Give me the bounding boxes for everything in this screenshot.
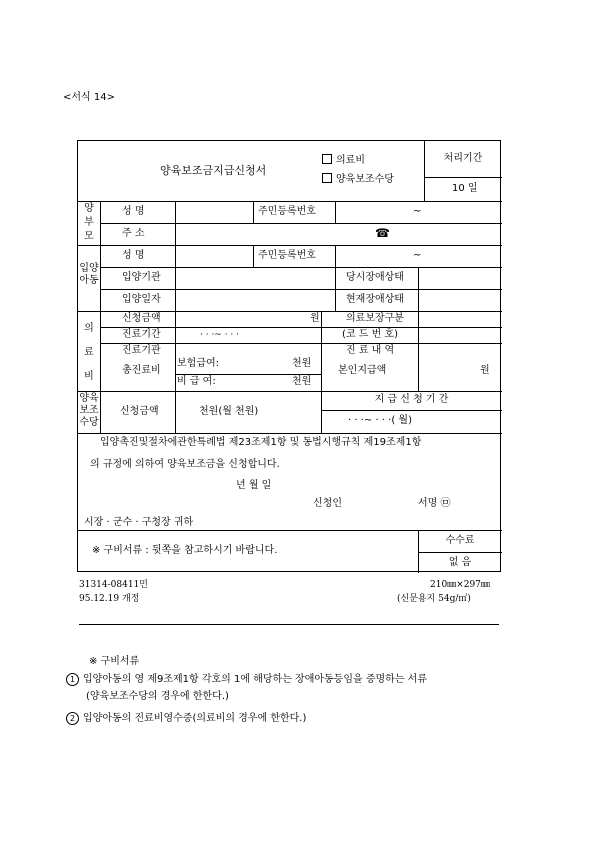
disability-now-label: 현재장애상태 <box>346 294 404 305</box>
option-medical[interactable] <box>322 154 365 167</box>
insurance-benefit-unit: 천원 <box>292 358 312 369</box>
allowance-group-label: 양육 보조 수당 <box>79 393 99 428</box>
treatment-period-label: 진료기간 <box>122 329 161 340</box>
date-line: 년 월 일 <box>236 480 272 491</box>
processing-label: 처리기간 <box>443 153 483 164</box>
back-item-1-cont: (양육보조수당의 경우에 한한다.) <box>86 691 229 702</box>
non-insured-unit: 천원 <box>292 376 312 387</box>
revision-date: 95.12.19 개정 <box>79 594 140 604</box>
fee-label: 수수료 <box>445 535 475 546</box>
child-rrn-separator: ~ <box>413 250 422 261</box>
option-medical-label: 의료비 <box>336 155 365 166</box>
parent-rrn-separator: ~ <box>413 206 422 217</box>
processing-value: 10 일 <box>452 183 478 194</box>
code-number-label: (코 드 번 호) <box>342 329 398 340</box>
parent-rrn-label: 주민등록번호 <box>258 206 316 217</box>
fee-value: 없 음 <box>448 557 472 568</box>
non-insured-label: 비 급 여: <box>177 376 216 387</box>
payment-period-label: 지 급 신 청 기 간 <box>374 394 449 405</box>
statement-line-2: 의 규정에 의하여 양육보조금을 신청합니다. <box>90 459 280 470</box>
form-title: 양육보조금지급신청서 <box>160 164 267 177</box>
self-pay-label: 본인지급액 <box>338 365 387 376</box>
medical-amount-label: 신청금액 <box>122 313 161 324</box>
child-rrn-label: 주민등록번호 <box>258 250 316 261</box>
documents-note: ※ 구비서류 : 뒷쪽을 참고하시기 바랍니다. <box>92 545 278 556</box>
paper-size: 210㎜×297㎜ <box>430 580 490 590</box>
medical-group-label: 의 료 비 <box>84 323 94 382</box>
allowance-amount-label: 신청금액 <box>120 406 159 417</box>
child-group-label: 입양 아동 <box>79 263 99 286</box>
treatment-details-label: 진 료 내 역 <box>346 345 395 356</box>
checkbox-allowance[interactable] <box>322 173 332 183</box>
application-form <box>77 140 501 572</box>
allowance-amount-value: 천원(월 천원) <box>199 406 259 417</box>
paper-type: (신문용지 54g/㎡) <box>397 594 471 604</box>
disability-then-label: 당시장애상태 <box>346 272 404 283</box>
option-allowance[interactable] <box>322 173 394 186</box>
footer-divider <box>79 624 499 625</box>
parents-group-label: 양 부 모 <box>84 203 94 242</box>
back-item-1: 1 입양아동의 영 제9조제1항 각호의 1에 해당하는 장애아동등임을 증명하는 서류 <box>66 673 427 686</box>
option-allowance-label: 양육보조수당 <box>336 174 394 185</box>
insurance-type-label: 의료보장구분 <box>346 313 404 324</box>
adoption-date-label: 입양일자 <box>122 294 161 305</box>
payment-period-value: · · ·~ · · ·( 월) <box>348 415 412 426</box>
treatment-period-value: · · ·~ · · · <box>200 330 240 340</box>
recipient-label: 시장 · 군수 · 구청장 귀하 <box>84 517 194 528</box>
parent-address-label: 주 소 <box>122 228 145 239</box>
clinic-label: 진료기관 <box>122 345 161 356</box>
signature-label: 서명 ㉤ <box>418 498 451 509</box>
self-pay-unit: 원 <box>480 365 490 376</box>
child-name-label: 성 명 <box>122 250 145 261</box>
total-cost-label: 총진료비 <box>122 365 161 376</box>
applicant-label: 신청인 <box>313 498 342 509</box>
form-number: <서식 14> <box>63 92 115 103</box>
phone-icon: ☎ <box>375 226 390 240</box>
adoption-agency-label: 입양기관 <box>122 272 161 283</box>
back-heading: ※ 구비서류 <box>89 656 140 667</box>
parent-name-label: 성 명 <box>122 206 145 217</box>
form-code: 31314-08411민 <box>79 580 148 590</box>
medical-amount-unit: 원 <box>310 313 320 324</box>
back-item-2: 2 입양아동의 진료비영수증(의료비의 경우에 한한다.) <box>66 712 306 725</box>
insurance-benefit-label: 보험급여: <box>177 358 220 369</box>
checkbox-medical[interactable] <box>322 154 332 164</box>
statement-line-1: 입양촉진및절차에관한특례법 제23조제1항 및 동법시행규칙 제19조제1항 <box>100 437 422 448</box>
